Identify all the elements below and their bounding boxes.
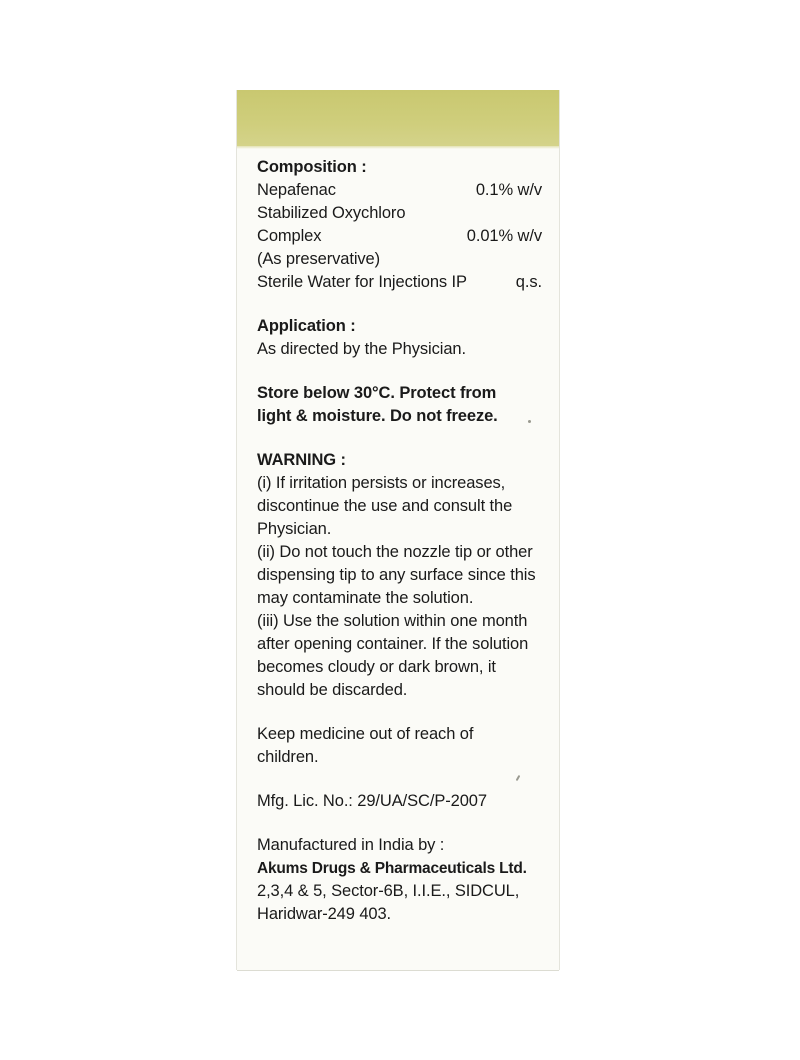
storage-line: light & moisture. Do not freeze. (257, 407, 498, 425)
warning-line: Physician. (257, 520, 332, 538)
ingredient-name: Complex (257, 227, 322, 245)
composition-row (257, 179, 542, 202)
warning-line: (ii) Do not touch the nozzle tip or other (257, 543, 533, 561)
ingredient-name: Sterile Water for Injections IP (257, 273, 467, 291)
print-speck (528, 420, 531, 423)
keep-out-line: children. (257, 748, 319, 766)
mfg-license: Mfg. Lic. No.: 29/UA/SC/P-2007 (257, 792, 487, 810)
spacer (257, 813, 542, 834)
label-text-block (257, 156, 542, 926)
warning-line: should be discarded. (257, 681, 408, 699)
band-edge (237, 146, 559, 149)
composition-heading: Composition : (257, 158, 367, 176)
composition-row (257, 271, 542, 294)
manufacturer-intro: Manufactured in India by : (257, 836, 445, 854)
spacer (257, 361, 542, 382)
manufacturer-address: 2,3,4 & 5, Sector-6B, I.I.E., SIDCUL, (257, 882, 520, 900)
spacer (257, 769, 542, 790)
warning-line: becomes cloudy or dark brown, it (257, 658, 496, 676)
manufacturer-address: Haridwar-249 403. (257, 905, 392, 923)
warning-line: after opening container. If the solution (257, 635, 529, 653)
ingredient-name: Stabilized Oxychloro (257, 204, 406, 222)
spacer (257, 294, 542, 315)
warning-line: (iii) Use the solution within one month (257, 612, 528, 630)
ingredient-amount: 0.1% w/v (475, 181, 542, 199)
manufacturer-name: Akums Drugs & Pharmaceuticals Ltd. (257, 860, 527, 877)
warning-line: dispensing tip to any surface since this (257, 566, 536, 584)
ingredient-amount: q.s. (515, 273, 542, 291)
ingredient-name: Nepafenac (257, 181, 336, 199)
keep-out-line: Keep medicine out of reach of (257, 725, 474, 743)
application-heading: Application : (257, 317, 356, 335)
warning-line: (i) If irritation persists or increases, (257, 474, 506, 492)
spacer (257, 428, 542, 449)
warning-heading: WARNING : (257, 451, 346, 469)
composition-row (257, 202, 542, 225)
carton-color-band (237, 90, 559, 146)
storage-line: Store below 30°C. Protect from (257, 384, 497, 402)
ingredient-name: (As preservative) (257, 250, 381, 268)
ingredient-amount: 0.01% w/v (466, 227, 542, 245)
composition-row (257, 248, 542, 271)
warning-line: discontinue the use and consult the (257, 497, 513, 515)
carton-side-panel (237, 90, 559, 970)
composition-row (257, 225, 542, 248)
application-text: As directed by the Physician. (257, 340, 466, 358)
warning-line: may contaminate the solution. (257, 589, 474, 607)
spacer (257, 702, 542, 723)
